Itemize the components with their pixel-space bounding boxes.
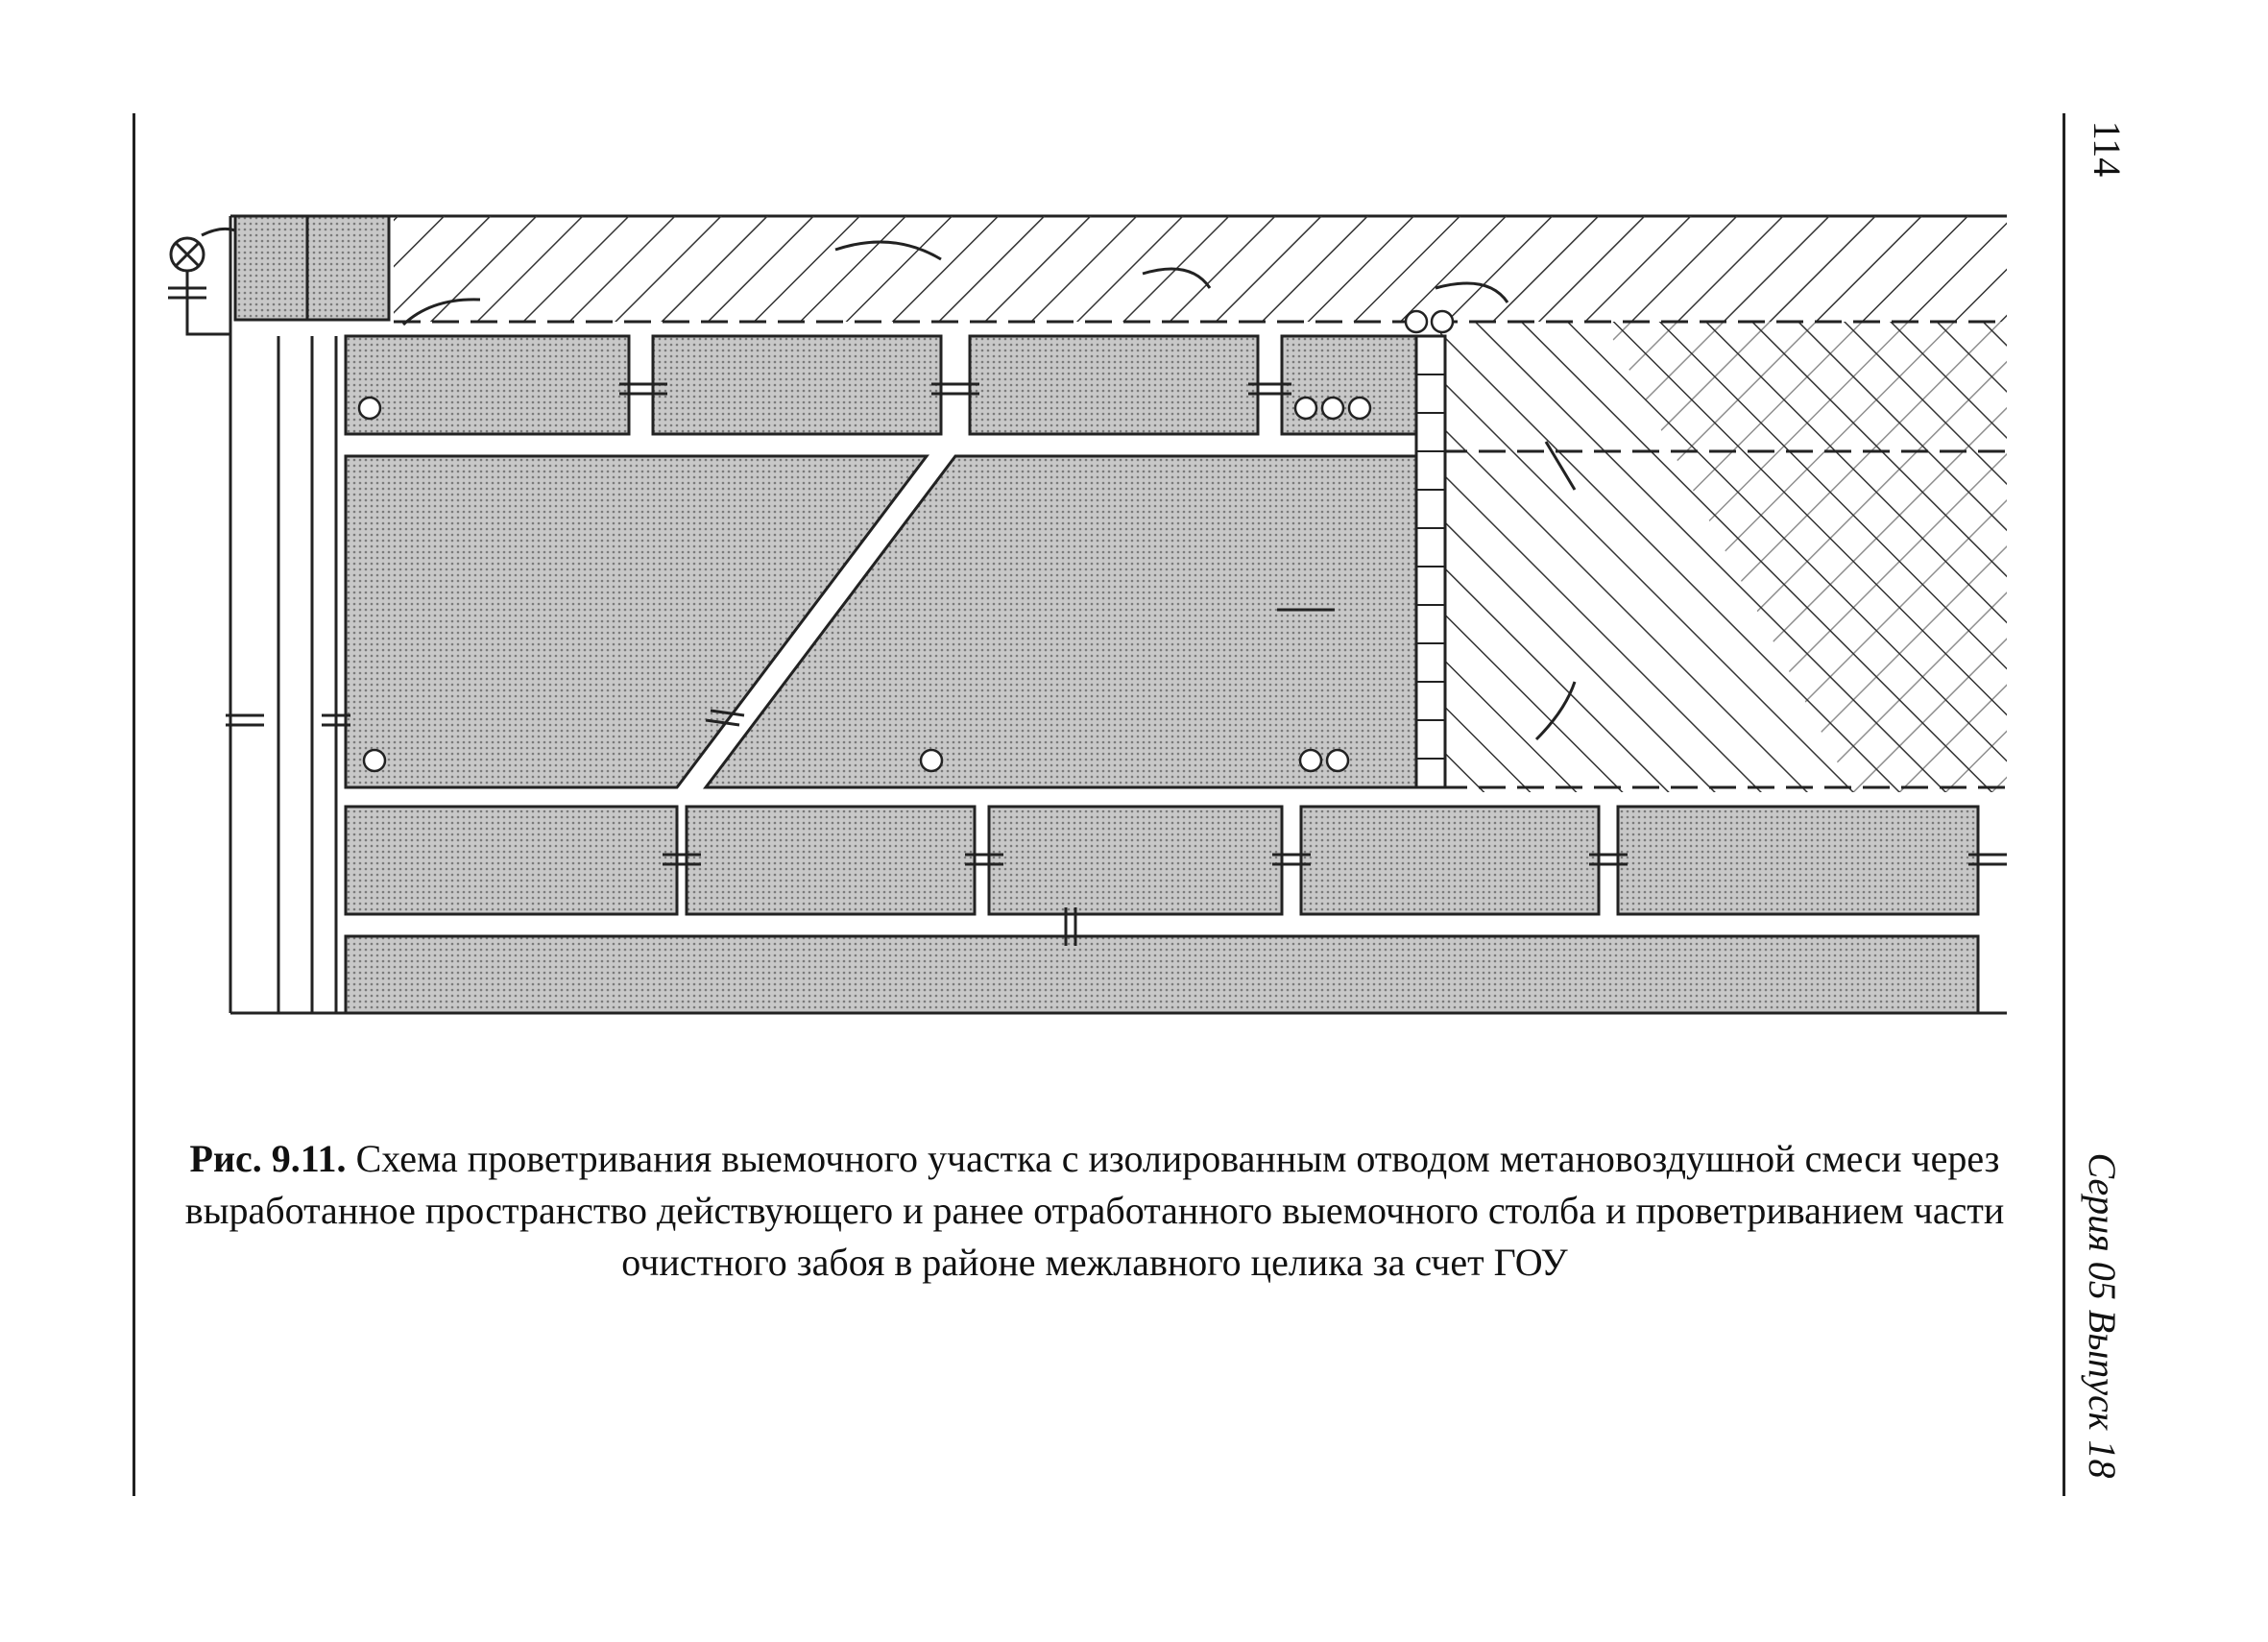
left-vertical-entries: [230, 336, 336, 1013]
ventilation-scheme-figure: [144, 192, 2064, 1037]
left-margin-rule: [133, 113, 135, 1496]
extraction-panel: [346, 456, 1416, 787]
figure-number: Рис. 9.11.: [189, 1137, 347, 1180]
ventilation-scheme-drawing: [144, 192, 2064, 1037]
longwall-face: [1416, 336, 1445, 787]
figure-caption: [154, 1133, 2036, 1289]
fan-unit-icon: [168, 238, 230, 334]
shaft-block: [235, 216, 389, 320]
pillar-bottom: [346, 936, 1978, 1013]
figure-caption-text: Схема проветривания выемочного участка с изолированным отводом метановоздушной смеси через выработанное пространство действующего и ранее отработанного выемочного столба и проветриванием части очистного забоя в районе межлавного целика за счет ГОУ: [184, 1137, 2005, 1284]
pillars-row-middle: [346, 807, 1978, 914]
series-issue-label: Серия 05 Выпуск 18: [2081, 1152, 2125, 1479]
page-number: 114: [2086, 120, 2130, 178]
